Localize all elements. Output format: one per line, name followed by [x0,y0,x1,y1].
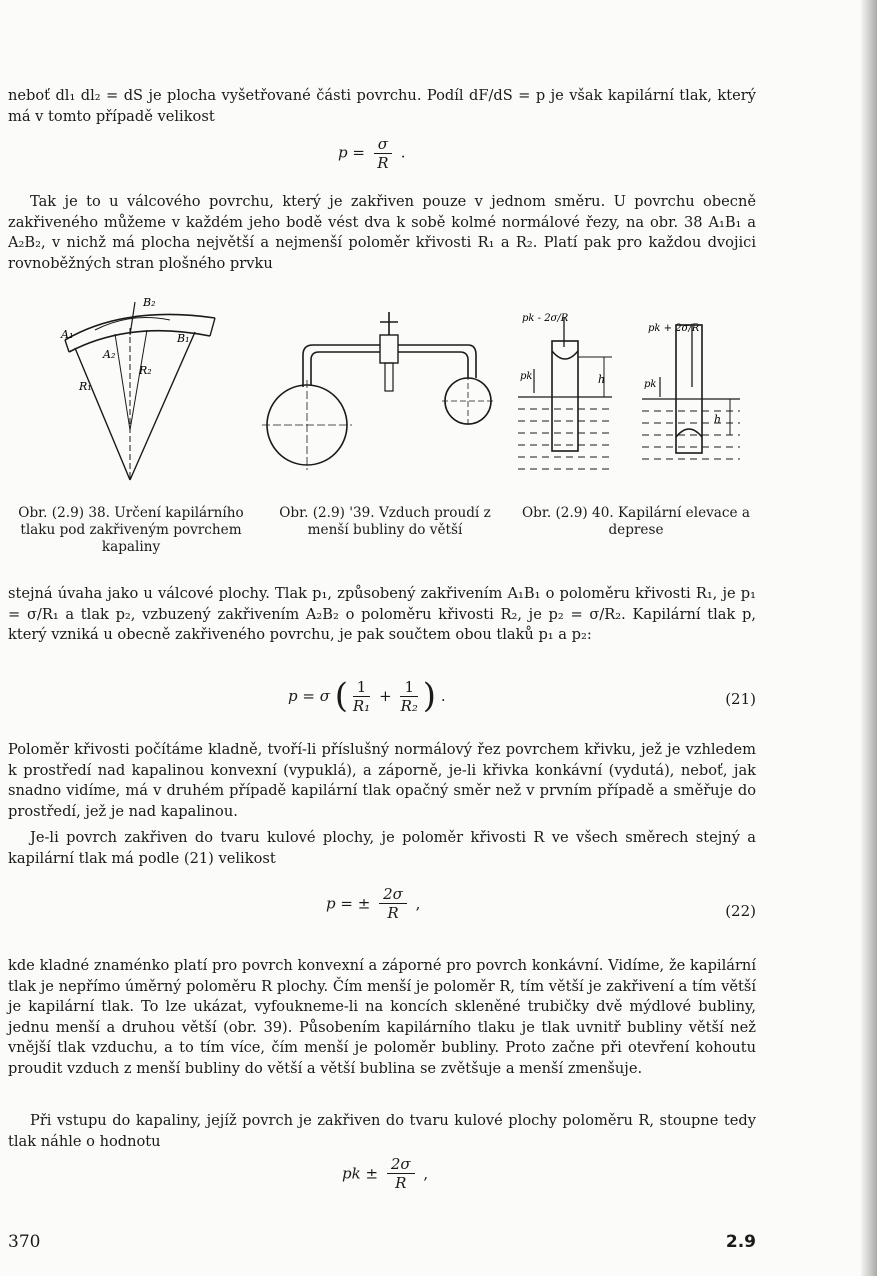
formula-21: p = σ ( $\frac{1}{\text{R₁}}$ + $\frac{1}{\text{R₂}}$ ) . [288,676,446,716]
formula-21-den2: R₂ [400,696,418,715]
formula-22 [326,885,420,922]
formula-p-sigma-r [338,135,406,172]
paragraph-7: Při vstupu do kapaliny, jejíž povrch je zakřiven do tvaru kulové plochy poloměru R, stoupne tedy tlak náhle o hodnotu [8,1112,756,1150]
formula-22-end: , [415,894,421,913]
paragraph-4: Poloměr křivosti počítáme kladně, tvoří-li příslušný normálový řez povrchem křivku, jež je vzhledem k prostředí nad kapalinou konvexní (vypuklá), a záporně, je-li křivka konkávní (vydutá), neboť, jak snadno vidíme, má v druhém případě kapilární tlak opačný směr než v prvním případě a směřuje do prostředí, jež je nad kapalinou. [8,741,756,820]
figure-38-curvature [55,290,230,490]
liquid-hatching-left [518,409,612,469]
label-b2: B₂ [143,296,156,309]
paragraph-3: stejná úvaha jako u válcové plochy. Tlak p₁, způsobený zakřivením A₁B₁ o poloměru křivosti R₁, je p₁ = σ/R₁ a tlak p₂, vzbuzený zakřivením A₂B₂ o poloměru křivosti R₂, je p₂ = σ/R₂. Kapilární tlak p, který vzniká u obecně zakřiveného povrchu, je pak součtem obou tlaků p₁ a p₂: [8,585,756,644]
section-number: 2.9 [725,1232,756,1252]
page-number: 370 [8,1232,41,1252]
equation-number-21: (21) [725,690,756,708]
label-pk-left: pk [520,371,533,382]
formula-pk-num: 2σ [387,1155,415,1174]
formula-21-lhs: p = σ [288,687,330,705]
label-pk-plus: pk + 2σ/R [648,323,700,334]
formula-pk-lhs: pk ± [342,1164,379,1183]
label-a2: A₂ [103,348,116,361]
liquid-hatching-right [642,411,740,459]
paragraph-6: kde kladné znaménko platí pro povrch konvexní a záporné pro povrch konkávní. Vidíme, že kapilární tlak je nepřímo úměrný poloměru R plochy. Čím menší je poloměr R, tím větší je zakřivení a tím větší je kapilární tlak. To lze ukázat, vyfoukneme-li na koncích skleněné trubičky dvě mýdlové bubliny, jednu menší a druhou větší (obr. 39). Působením kapilárního tlaku je tlak uvnitř bubliny větší než vnější tlak vzduchu, a to tím více, čím menší je poloměr bubliny. Proto začne při otevření kohoutu proudit vzduch z menší bubliny do větší a větší bublina se zvětšuje a menší zmenšuje. [8,957,756,1077]
formula-21-den1: R₁ [352,696,371,715]
stopcock-plug [385,363,393,391]
formula-22-den: R [387,904,399,922]
label-h-right: h [714,413,722,426]
label-a1: A₁ [61,328,74,341]
figure-39-bubbles [260,310,500,480]
formula-numerator: σ [374,135,392,154]
label-r2: R₂ [139,364,152,377]
caption-fig40: Obr. (2.9) 40. Kapilární elevace a deprese [522,505,750,538]
caption-fig38: Obr. (2.9) 38. Určení kapilárního tlaku pod zakřiveným povrchem kapaliny [18,505,244,555]
formula-21-end: . [440,687,446,705]
label-b1: B₁ [177,332,190,345]
label-r1: R₁ [79,380,92,393]
formula-21-num1: 1 [353,678,371,697]
paragraph-5: Je-li povrch zakřiven do tvaru kulové plochy, je poloměr křivosti R ve všech směrech stejný a kapilární tlak má podle (21) velikost [8,829,756,867]
capillary-tube-elevation [552,341,578,451]
formula-22-num: 2σ [379,885,407,904]
meniscus-convex [676,429,702,437]
radius-r2b [130,330,147,430]
figure-40-capillary [512,305,752,475]
book-spine-shadow [861,0,877,1276]
formula-pk-end: , [423,1164,429,1183]
formula-denominator: R [377,154,389,172]
formula-22-lhs: p = ± [326,894,371,913]
caption-fig39: Obr. (2.9) '39. Vzduch proudí z menší bubliny do větší [279,505,491,538]
radius-r2 [115,334,130,430]
paragraph-2: Tak je to u válcového povrchu, který je zakřiven pouze v jednom směru. U povrchu obecně zakřiveného můžeme v každém jeho bodě vést dva k sobě kolmé normálové řezy, na obr. 38 A₁B₁ a A₂B₂, v nichž má plocha největší a nejmenší poloměr křivosti R₁ a R₂. Platí pak pro každou dvojici rovnoběžných stran plošného prvku [8,193,756,272]
paragraph-1: neboť dl₁ dl₂ = dS je plocha vyšetřované části povrchu. Podíl dF/dS = p je však kapilární tlak, který má v tomto případě velikost [8,87,756,125]
label-pk-right: pk [644,379,657,390]
formula-pk-den: R [395,1174,407,1192]
equation-number-22: (22) [725,902,756,920]
formula-21-num2: 1 [400,678,418,697]
radius-line-left [75,348,130,480]
label-pk-minus: pk - 2σ/R [522,313,569,324]
formula-end: . [400,143,406,162]
meniscus-concave [552,351,578,359]
radius-line-right [130,332,195,480]
formula-pk [342,1155,428,1192]
surface-sides [65,318,215,352]
formula-21-plus: + [379,687,392,705]
formula-lhs: p = [338,143,365,162]
label-h-left: h [598,373,606,386]
stopcock-body [380,335,398,363]
